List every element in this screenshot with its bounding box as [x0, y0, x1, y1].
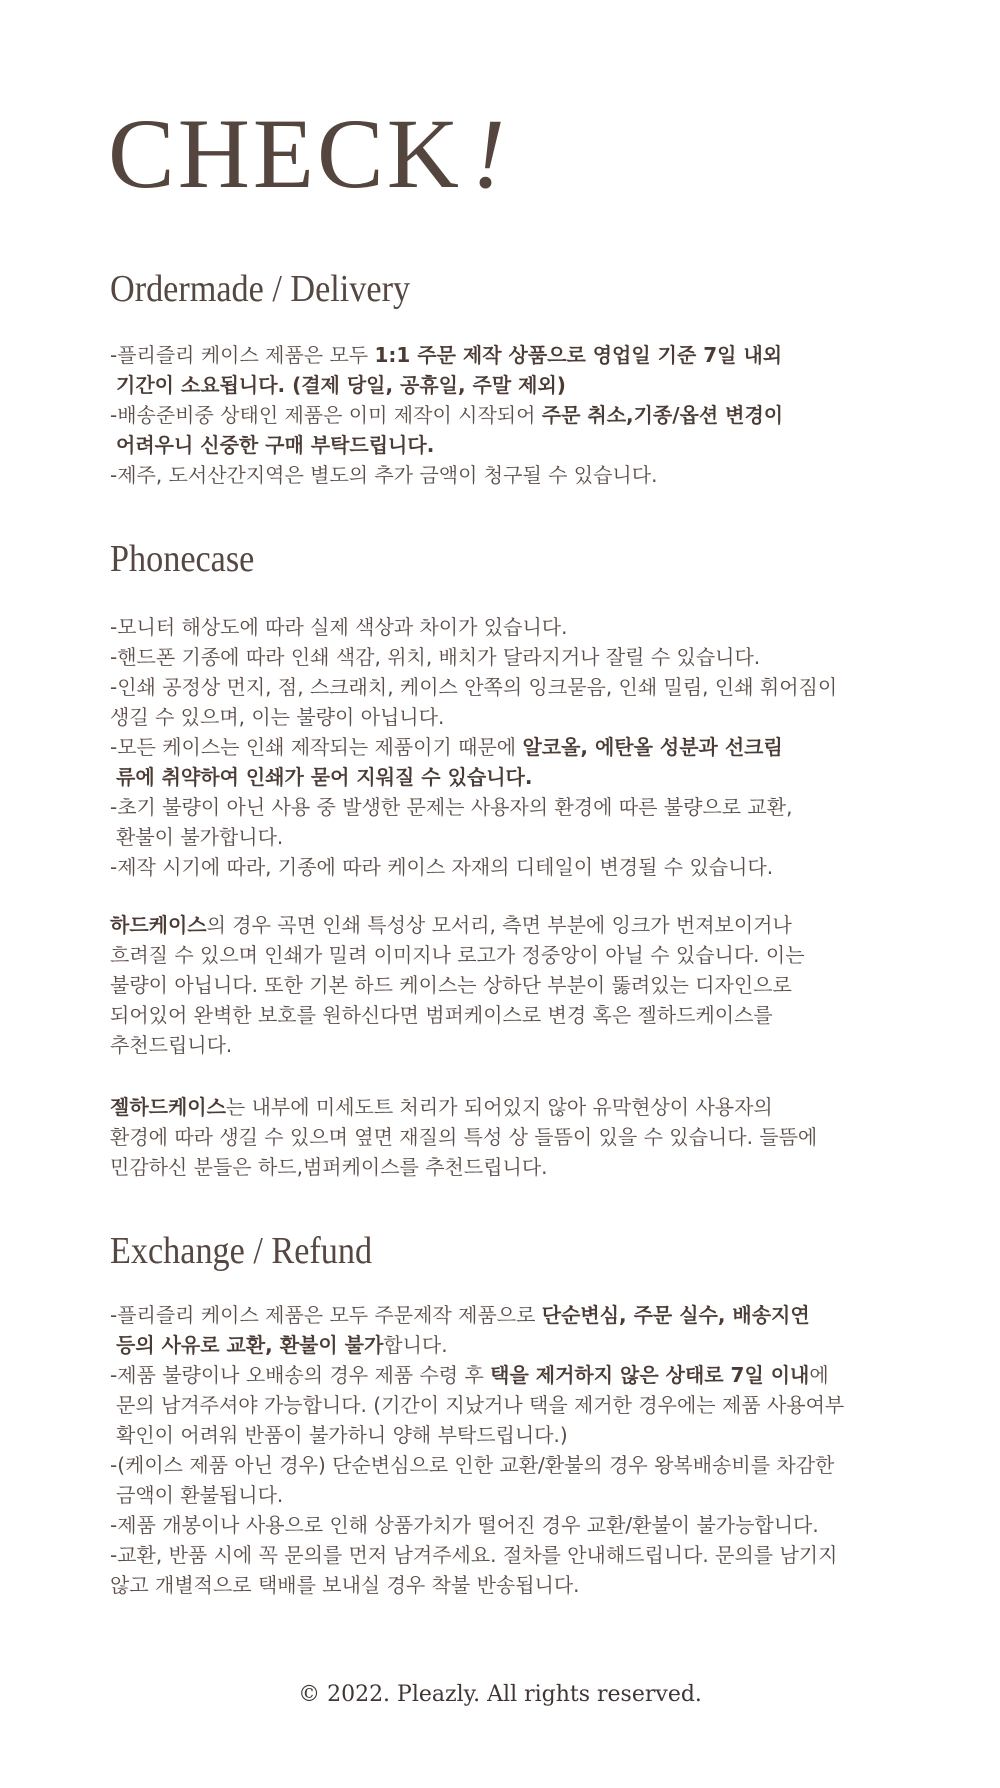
hardcase-line-2: 흐려질 수 있으며 인쇄가 밀려 이미지나 로고가 정중앙이 아닐 수 있습니다. 이는 — [110, 943, 805, 967]
exchange-line-2-emphasis: 등의 사유로 교환, 환불이 불가 — [116, 1333, 384, 1357]
phonecase-notice — [110, 612, 910, 882]
delivery-heading: Ordermade / Delivery — [110, 268, 411, 310]
phonecase-line-3: -인쇄 공정상 먼지, 점, 스크래치, 케이스 안쪽의 잉크묻음, 인쇄 밀림, 인쇄 휘어짐이 — [110, 675, 838, 699]
exchange-line-3 — [110, 1360, 910, 1390]
hardcase-line-5: 추천드립니다. — [110, 1033, 233, 1057]
delivery-line-2 — [110, 370, 910, 400]
phonecase-line-9: -제작 시기에 따라, 기종에 따라 케이스 자재의 디테일이 변경될 수 있습니다. — [110, 855, 774, 879]
exchange-line-9: -교환, 반품 시에 꼭 문의를 먼저 남겨주세요. 절차를 안내해드립니다. 문의를 남기지 — [110, 1543, 838, 1567]
hardcase-notice — [110, 910, 910, 1060]
exchange-line-3-emphasis: 택을 제거하지 않은 상태로 7일 이내 — [490, 1363, 810, 1387]
phonecase-line-5 — [110, 732, 910, 762]
exchange-line-1 — [110, 1300, 910, 1330]
phonecase-line-6 — [110, 762, 910, 792]
exchange-notice — [110, 1300, 910, 1600]
exchange-line-2-text: 합니다. — [383, 1333, 448, 1357]
delivery-notice — [110, 340, 910, 490]
phonecase-line-4: 생길 수 있으며, 이는 불량이 아닙니다. — [110, 705, 445, 729]
jellycase-line-1 — [110, 1092, 910, 1122]
phonecase-line-2: -핸드폰 기종에 따라 인쇄 색감, 위치, 배치가 달라지거나 잘릴 수 있습니다. — [110, 645, 761, 669]
phonecase-line-6-emphasis: 류에 취약하여 인쇄가 묻어 지워질 수 있습니다. — [116, 765, 533, 789]
exchange-line-8: -제품 개봉이나 사용으로 인해 상품가치가 떨어진 경우 교환/환불이 불가능합니다. — [110, 1513, 819, 1537]
exchange-heading: Exchange / Refund — [110, 1230, 373, 1272]
title-text: CHECK — [108, 98, 462, 209]
exchange-line-7: 금액이 환불됩니다. — [116, 1483, 284, 1507]
exchange-line-6: -(케이스 제품 아닌 경우) 단순변심으로 인한 교환/환불의 경우 왕복배송비를 차감한 — [110, 1453, 835, 1477]
delivery-line-5: -제주, 도서산간지역은 별도의 추가 금액이 청구될 수 있습니다. — [110, 463, 658, 487]
exchange-line-3-tail: 에 — [809, 1363, 829, 1387]
delivery-line-3-emphasis: 주문 취소,기종/옵션 변경이 — [541, 403, 784, 427]
delivery-line-3-text: -배송준비중 상태인 제품은 이미 제작이 시작되어 — [110, 403, 542, 427]
exchange-line-3-text: -제품 불량이나 오배송의 경우 제품 수령 후 — [110, 1363, 491, 1387]
delivery-line-1 — [110, 340, 910, 370]
phonecase-line-1: -모니터 해상도에 따라 실제 색상과 차이가 있습니다. — [110, 615, 568, 639]
jellycase-line-3: 민감하신 분들은 하드,범퍼케이스를 추천드립니다. — [110, 1155, 548, 1179]
exchange-line-10: 않고 개별적으로 택배를 보내실 경우 착불 반송됩니다. — [110, 1573, 580, 1597]
delivery-line-3 — [110, 400, 910, 430]
hardcase-line-3: 불량이 아닙니다. 또한 기본 하드 케이스는 상하단 부분이 뚫려있는 디자인으로 — [110, 973, 792, 997]
hardcase-line-1 — [110, 910, 910, 940]
exchange-line-4: 문의 남겨주셔야 가능합니다. (기간이 지났거나 택을 제거한 경우에는 제품 사용여부 — [116, 1393, 845, 1417]
page-title — [108, 98, 509, 209]
hardcase-line-1-text: 의 경우 곡면 인쇄 특성상 모서리, 측면 부분에 잉크가 번져보이거나 — [206, 913, 792, 937]
title-exclamation: ! — [471, 98, 509, 209]
delivery-line-1-text: -플리즐리 케이스 제품은 모두 — [110, 343, 375, 367]
delivery-line-1-emphasis: 1:1 주문 제작 상품으로 영업일 기준 7일 내외 — [374, 343, 783, 367]
phonecase-line-8: 환불이 불가합니다. — [116, 825, 284, 849]
hardcase-line-4: 되어있어 완벽한 보호를 원하신다면 범퍼케이스로 변경 혹은 젤하드케이스를 — [110, 1003, 773, 1027]
exchange-line-2 — [110, 1330, 910, 1360]
delivery-line-2-emphasis: 기간이 소요됩니다. (결제 당일, 공휴일, 주말 제외) — [116, 373, 566, 397]
jellycase-line-2: 환경에 따라 생길 수 있으며 옆면 재질의 특성 상 들뜸이 있을 수 있습니다. 들뜸에 — [110, 1125, 818, 1149]
jellycase-name: 젤하드케이스 — [110, 1095, 226, 1119]
phonecase-line-7: -초기 불량이 아닌 사용 중 발생한 문제는 사용자의 환경에 따른 불량으로 교환, — [110, 795, 793, 819]
exchange-line-1-emphasis: 단순변심, 주문 실수, 배송지연 — [541, 1303, 810, 1327]
phonecase-line-5-text: -모든 케이스는 인쇄 제작되는 제품이기 때문에 — [110, 735, 523, 759]
hardcase-name: 하드케이스 — [110, 913, 207, 937]
exchange-line-1-text: -플리즐리 케이스 제품은 모두 주문제작 제품으로 — [110, 1303, 542, 1327]
delivery-line-4-emphasis: 어려우니 신중한 구매 부탁드립니다. — [116, 433, 435, 457]
delivery-line-4 — [110, 430, 910, 460]
phonecase-heading: Phonecase — [110, 538, 255, 580]
phonecase-line-5-emphasis: 알코올, 에탄올 성분과 선크림 — [522, 735, 783, 759]
jellycase-line-1-text: 는 내부에 미세도트 처리가 되어있지 않아 유막현상이 사용자의 — [225, 1095, 773, 1119]
exchange-line-5: 확인이 어려워 반품이 불가하니 양해 부탁드립니다.) — [116, 1423, 568, 1447]
jellycase-notice — [110, 1092, 910, 1182]
copyright-footer: © 2022. Pleazly. All rights reserved. — [298, 1682, 702, 1707]
